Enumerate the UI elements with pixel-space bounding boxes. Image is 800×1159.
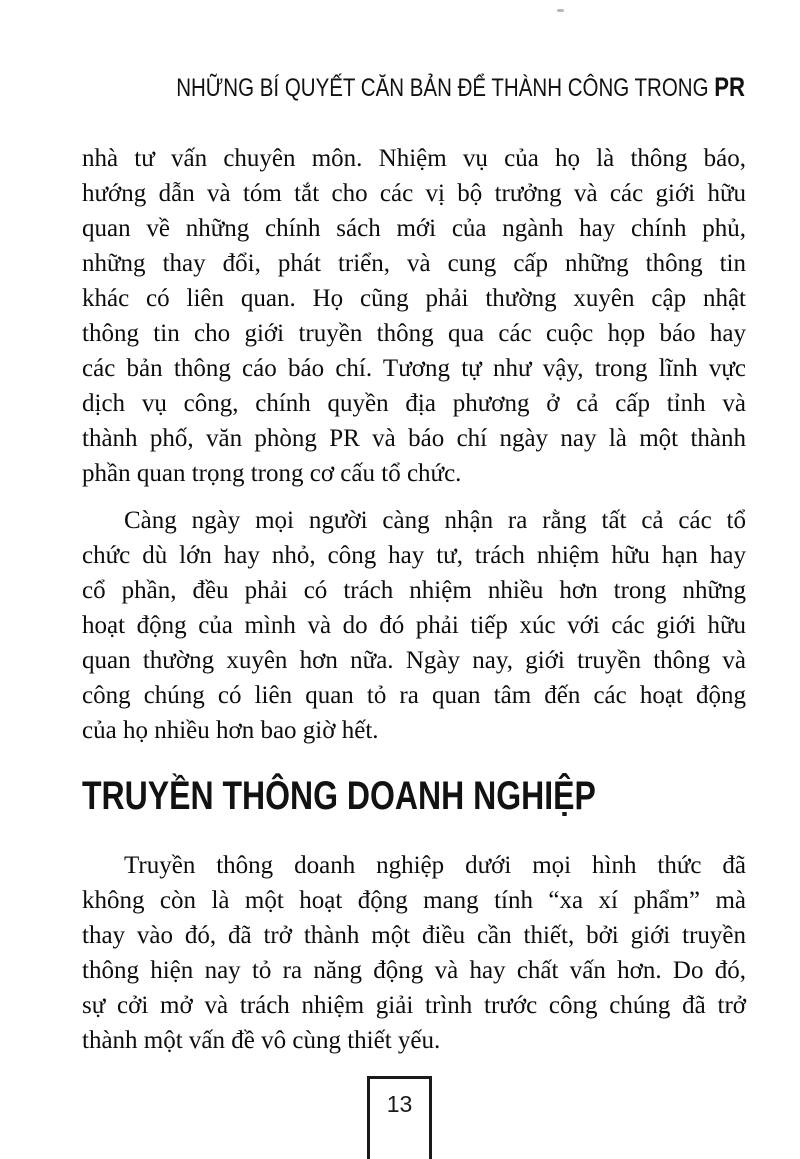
paragraph-continued (82, 141, 746, 491)
text-line: phần quan trọng trong cơ cấu tổ chức. (82, 460, 462, 487)
scan-artifact (557, 9, 564, 12)
text-line: Truyền thông doanh nghiệp dưới mọi hình thức đã (124, 852, 746, 879)
text-line: quan về những chính sách mới của ngành hay chính phủ, (82, 215, 746, 242)
paragraph (82, 848, 746, 1058)
running-header-title: NHỮNG BÍ QUYẾT CĂN BẢN ĐỂ THÀNH CÔNG TRONG (176, 74, 715, 102)
text-line: thông tin cho giới truyền thông qua các cuộc họp báo hay (82, 320, 746, 347)
text-line: sự cởi mở và trách nhiệm giải trình trước công chúng đã trở (82, 992, 746, 1019)
text-line: khác có liên quan. Họ cũng phải thường xuyên cập nhật (82, 285, 746, 312)
text-line: công chúng có liên quan tỏ ra quan tâm đến các hoạt động (82, 682, 746, 709)
text-line: quan thường xuyên hơn nữa. Ngày nay, giới truyền thông và (82, 647, 746, 674)
text-line: hướng dẫn và tóm tắt cho các vị bộ trưởng và các giới hữu (82, 180, 746, 207)
running-header-accent: PR (714, 72, 745, 102)
text-line: những thay đổi, phát triển, và cung cấp những thông tin (82, 250, 746, 277)
text-line: không còn là một hoạt động mang tính “xa xí phẩm” mà (82, 887, 746, 914)
section-heading: TRUYỀN THÔNG DOANH NGHIỆP (82, 774, 596, 818)
text-line: chức dù lớn hay nhỏ, công hay tư, trách nhiệm hữu hạn hay (82, 542, 746, 569)
text-line: thành một vấn đề vô cùng thiết yếu. (82, 1027, 441, 1054)
text-line: Càng ngày mọi người càng nhận ra rằng tất cả các tổ (124, 507, 746, 534)
text-line: hoạt động của mình và do đó phải tiếp xúc với các giới hữu (82, 612, 746, 639)
text-line: thay vào đó, đã trở thành một điều cần thiết, bởi giới truyền (82, 922, 746, 949)
text-line: cổ phần, đều phải có trách nhiệm nhiều hơn trong những (82, 577, 746, 604)
text-line: các bản thông cáo báo chí. Tương tự như vậy, trong lĩnh vực (82, 355, 746, 382)
page-number-box (367, 1076, 432, 1159)
text-line: dịch vụ công, chính quyền địa phương ở cả cấp tỉnh và (82, 390, 746, 417)
running-header (134, 72, 745, 103)
text-line: thông hiện nay tỏ ra năng động và hay chất vấn hơn. Do đó, (82, 957, 746, 984)
text-line: của họ nhiều hơn bao giờ hết. (82, 717, 379, 744)
text-line: thành phố, văn phòng PR và báo chí ngày nay là một thành (82, 425, 746, 452)
paragraph (82, 503, 746, 748)
page-number: 13 (386, 1091, 413, 1117)
text-line: nhà tư vấn chuyên môn. Nhiệm vụ của họ là thông báo, (82, 145, 746, 172)
